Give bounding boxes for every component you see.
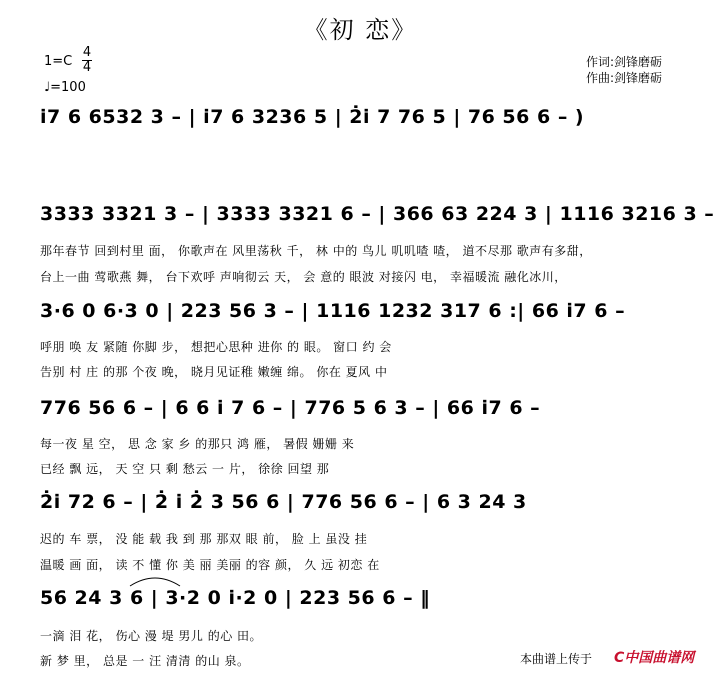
site-logo: C中国曲谱网 [614,650,695,666]
slur-mark [128,574,182,588]
composer: 作曲:剑锋磨砺 [586,71,663,85]
notation-row-5: 2̇i̇ 72 6 – | 2̇ i̇ 2̇ 3 56 6 | 776 56 6 – | 6 3 24 3 [40,491,527,513]
song-title: 《初 恋》 [303,16,418,44]
time-top: 4 [82,45,92,60]
key-signature: 1=C [44,54,73,69]
notation-row-2: 3333 3321 3 – | 3333 3321 6 – | 366 63 224 3 | 1116 3216 3 – [40,203,715,225]
lyrics-row-6b: 新 梦 里， 总是 一 汪 清清 的山 泉。 [40,654,250,668]
lyrics-row-2a: 那年春节 回到村里 面， 你歌声在 风里荡秋 千， 林 中的 鸟儿 叽叽喳 喳， 道不尽那 歌声有多甜， [40,244,592,258]
lyrics-row-5b: 温暖 画 面， 读 不 懂 你 美 丽 美丽 的容 颜， 久 远 初恋 在 [40,558,380,572]
lyrics-row-5a: 迟的 车 票， 没 能 载 我 到 那 那双 眼 前， 脸 上 虽没 挂 [40,532,368,546]
notation-row-1: i̇7 6 6532 3 – | i̇7 6 3236 5 | 2̇i̇ 7 76 5 | 76 56 6 – ) [40,106,585,128]
lyrics-row-4a: 每一夜 星 空， 思 念 家 乡 的那只 鸿 雁， 暑假 姗姗 来 [40,437,355,451]
lyrics-row-4b: 已经 飘 远， 天 空 只 剩 愁云 一 片， 徐徐 回望 那 [40,462,330,476]
notation-row-6: 56 24 3 6 | 3·2 0 i̇·2 0 | 223 56 6 – ‖ [40,587,431,609]
time-signature [82,46,92,75]
time-bottom: 4 [82,60,92,75]
tempo-marking: ♩=100 [44,80,86,95]
lyrics-row-6a: 一滴 泪 花， 伤心 漫 堤 男儿 的心 田。 [40,629,263,643]
credits [586,54,662,86]
lyricist: 作词:剑锋磨砺 [586,55,663,69]
lyrics-row-2b: 台上一曲 莺歌燕 舞， 台下欢呼 声响彻云 天， 会 意的 眼波 对接闪 电， 幸福暖流 融化冰川， [40,270,567,284]
lyrics-row-3a: 呼朋 唤 友 紧随 你脚 步， 想把心思种 进你 的 眼。 窗口 约 会 [40,340,392,354]
notation-row-4: 776 56 6 – | 6 6 i̇ 7 6 – | 776 5 6 3 – | 66 i̇7 6 – [40,397,541,419]
notation-row-3: 3·6 0 6·3 0 | 223 56 3 – | 1116 1232 317 6 :| 66 i̇7 6 – [40,300,626,322]
upload-note: 本曲谱上传于 [520,652,593,666]
lyrics-row-3b: 告别 村 庄 的那 个夜 晚， 晓月见证稚 嫩缠 绵。 你在 夏风 中 [40,365,388,379]
